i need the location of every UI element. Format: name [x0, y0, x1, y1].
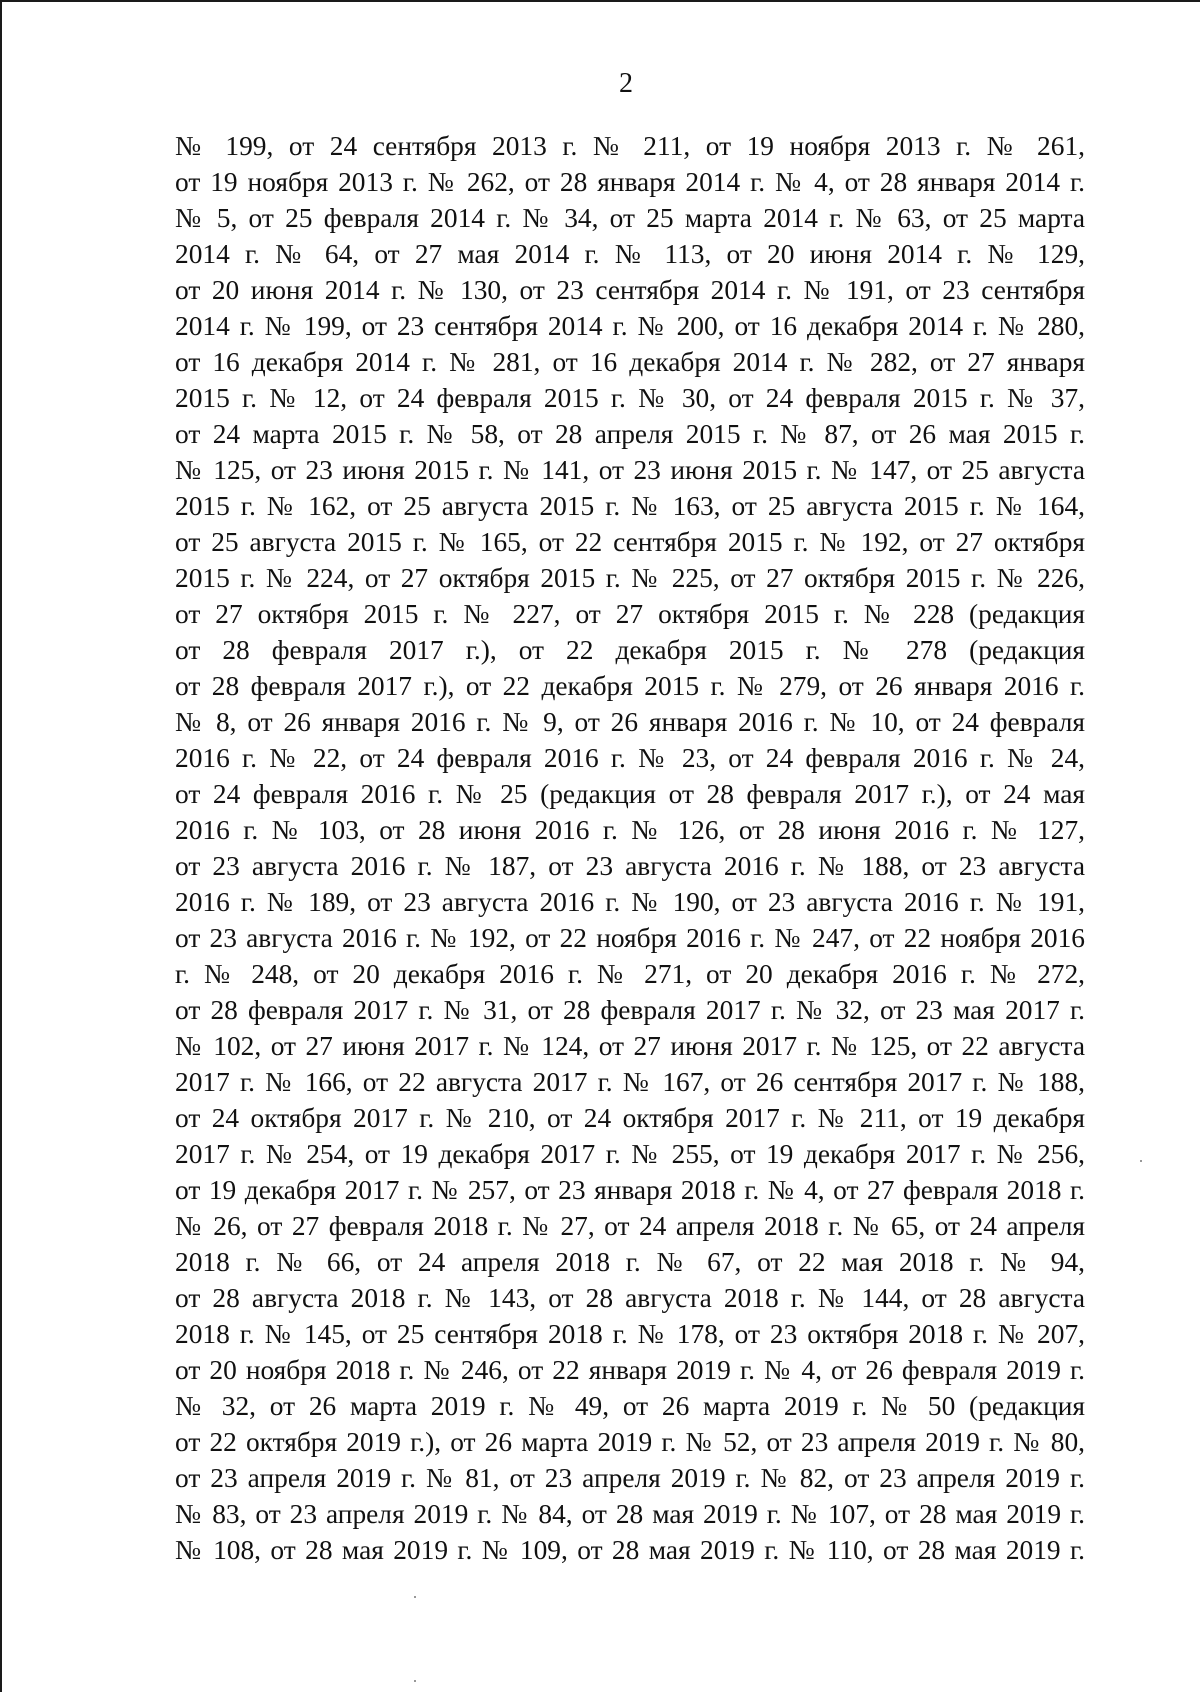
text-line: 2015 г. № 12, от 24 февраля 2015 г. № 30, от 24 февраля 2015 г. № 37, — [175, 383, 1085, 413]
page-number: 2 — [619, 68, 633, 99]
text-line: 2018 г. № 66, от 24 апреля 2018 г. № 67, от 22 мая 2018 г. № 94, — [175, 1247, 1085, 1277]
text-line: 2016 г. № 189, от 23 августа 2016 г. № 190, от 23 августа 2016 г. № 191, — [175, 887, 1085, 917]
text-line: от 23 августа 2016 г. № 192, от 22 ноября 2016 г. № 247, от 22 ноября 2016 — [175, 923, 1085, 953]
text-line: от 28 февраля 2017 г.), от 22 декабря 2015 г. № 279, от 26 января 2016 г. — [175, 671, 1085, 701]
text-line: от 28 февраля 2017 г.), от 22 декабря 2015 г. № 278 (редакция — [175, 635, 1085, 665]
text-line: от 27 октября 2015 г. № 227, от 27 октября 2015 г. № 228 (редакция — [175, 599, 1085, 629]
text-line: 2017 г. № 254, от 19 декабря 2017 г. № 255, от 19 декабря 2017 г. № 256, — [175, 1139, 1085, 1169]
text-line: 2014 г. № 64, от 27 мая 2014 г. № 113, от 20 июня 2014 г. № 129, — [175, 239, 1085, 269]
text-line: от 24 октября 2017 г. № 210, от 24 октября 2017 г. № 211, от 19 декабря — [175, 1103, 1085, 1133]
text-line: 2014 г. № 199, от 23 сентября 2014 г. № 200, от 16 декабря 2014 г. № 280, — [175, 311, 1085, 341]
text-line: от 16 декабря 2014 г. № 281, от 16 декабря 2014 г. № 282, от 27 января — [175, 347, 1085, 377]
text-line: от 28 августа 2018 г. № 143, от 28 августа 2018 г. № 144, от 28 августа — [175, 1283, 1085, 1313]
text-line: от 22 октября 2019 г.), от 26 марта 2019 г. № 52, от 23 апреля 2019 г. № 80, — [175, 1427, 1085, 1457]
text-line: от 23 апреля 2019 г. № 81, от 23 апреля 2019 г. № 82, от 23 апреля 2019 г. — [175, 1463, 1085, 1493]
text-line: 2016 г. № 103, от 28 июня 2016 г. № 126, от 28 июня 2016 г. № 127, — [175, 815, 1085, 845]
text-line: № 26, от 27 февраля 2018 г. № 27, от 24 апреля 2018 г. № 65, от 24 апреля — [175, 1211, 1085, 1241]
text-line: № 199, от 24 сентября 2013 г. № 211, от 19 ноября 2013 г. № 261, — [175, 131, 1085, 161]
text-line: г. № 248, от 20 декабря 2016 г. № 271, от 20 декабря 2016 г. № 272, — [175, 959, 1085, 989]
scan-speck — [1140, 1160, 1142, 1162]
text-line: 2015 г. № 224, от 27 октября 2015 г. № 225, от 27 октября 2015 г. № 226, — [175, 563, 1085, 593]
text-line: от 28 февраля 2017 г. № 31, от 28 февраля 2017 г. № 32, от 23 мая 2017 г. — [175, 995, 1085, 1025]
text-line: № 102, от 27 июня 2017 г. № 124, от 27 июня 2017 г. № 125, от 22 августа — [175, 1031, 1085, 1061]
text-line: № 108, от 28 мая 2019 г. № 109, от 28 мая 2019 г. № 110, от 28 мая 2019 г. — [175, 1535, 1085, 1565]
scan-speck — [414, 1680, 416, 1682]
text-line: от 24 марта 2015 г. № 58, от 28 апреля 2015 г. № 87, от 26 мая 2015 г. — [175, 419, 1085, 449]
text-line: от 23 августа 2016 г. № 187, от 23 августа 2016 г. № 188, от 23 августа — [175, 851, 1085, 881]
text-line: 2015 г. № 162, от 25 августа 2015 г. № 163, от 25 августа 2015 г. № 164, — [175, 491, 1085, 521]
text-line: 2018 г. № 145, от 25 сентября 2018 г. № 178, от 23 октября 2018 г. № 207, — [175, 1319, 1085, 1349]
text-line: от 25 августа 2015 г. № 165, от 22 сентября 2015 г. № 192, от 27 октября — [175, 527, 1085, 557]
text-line: от 20 ноября 2018 г. № 246, от 22 января 2019 г. № 4, от 26 февраля 2019 г. — [175, 1355, 1085, 1385]
text-line: 2016 г. № 22, от 24 февраля 2016 г. № 23, от 24 февраля 2016 г. № 24, — [175, 743, 1085, 773]
text-line: № 125, от 23 июня 2015 г. № 141, от 23 июня 2015 г. № 147, от 25 августа — [175, 455, 1085, 485]
text-line: № 32, от 26 марта 2019 г. № 49, от 26 марта 2019 г. № 50 (редакция — [175, 1391, 1085, 1421]
text-line: от 19 декабря 2017 г. № 257, от 23 января 2018 г. № 4, от 27 февраля 2018 г. — [175, 1175, 1085, 1205]
text-line: № 5, от 25 февраля 2014 г. № 34, от 25 марта 2014 г. № 63, от 25 марта — [175, 203, 1085, 233]
scan-speck — [414, 1596, 416, 1598]
text-line: от 24 февраля 2016 г. № 25 (редакция от 28 февраля 2017 г.), от 24 мая — [175, 779, 1085, 809]
text-line: № 8, от 26 января 2016 г. № 9, от 26 января 2016 г. № 10, от 24 февраля — [175, 707, 1085, 737]
text-line: от 19 ноября 2013 г. № 262, от 28 января 2014 г. № 4, от 28 января 2014 г. — [175, 167, 1085, 197]
text-line: № 83, от 23 апреля 2019 г. № 84, от 28 мая 2019 г. № 107, от 28 мая 2019 г. — [175, 1499, 1085, 1529]
text-line: от 20 июня 2014 г. № 130, от 23 сентября 2014 г. № 191, от 23 сентября — [175, 275, 1085, 305]
text-line: 2017 г. № 166, от 22 августа 2017 г. № 167, от 26 сентября 2017 г. № 188, — [175, 1067, 1085, 1097]
document-body-text — [175, 128, 1085, 1568]
